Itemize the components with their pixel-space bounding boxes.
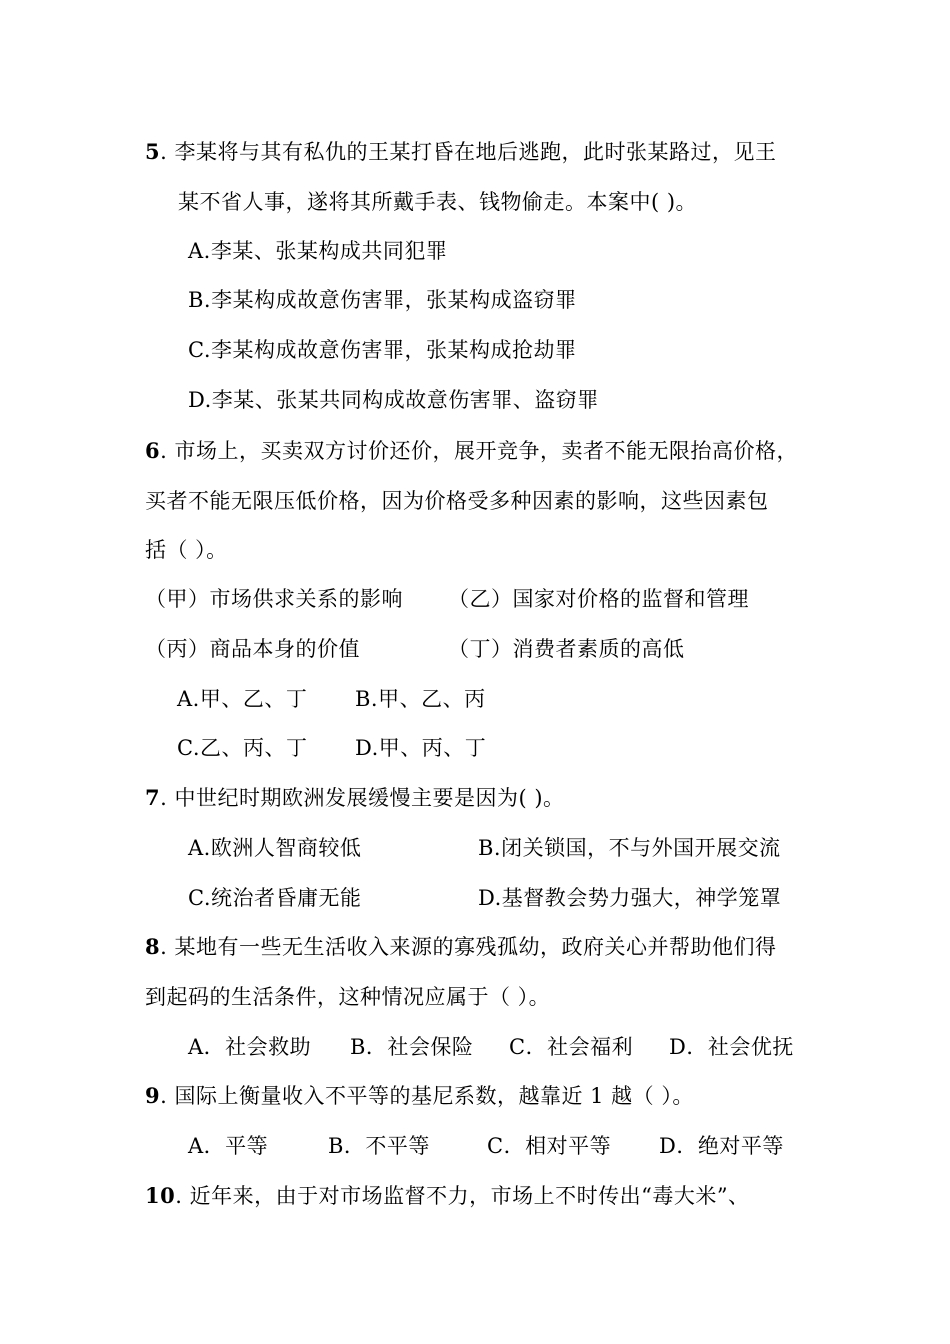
question-8-line-1 [145, 933, 776, 961]
question-8-option-d: D．社会优抚 [669, 1035, 794, 1059]
question-7-number: 7 [145, 785, 161, 810]
question-8-option-b: B．社会保险 [350, 1035, 474, 1059]
question-9-line-1 [145, 1082, 694, 1110]
question-7-option-b: B.闭关锁国，不与外国开展交流 [478, 836, 781, 860]
question-8-line-2: 到起码的生活条件，这种情况应属于（ ）。 [145, 985, 551, 1009]
question-6-number: 6 [145, 438, 161, 463]
question-5-option-b: B.李某构成故意伤害罪，张某构成盗窃罪 [188, 288, 577, 312]
question-5-number: 5 [145, 139, 161, 164]
question-9-option-d: D．绝对平等 [659, 1134, 784, 1158]
question-9-option-c: C．相对平等 [487, 1134, 612, 1158]
question-9-option-a: A．平等 [188, 1134, 269, 1158]
question-7-line-1 [145, 784, 565, 812]
question-6-option-a: A.甲、乙、丁 [177, 687, 308, 711]
question-10-number: 10 [145, 1183, 176, 1208]
question-6-line-1 [145, 437, 798, 465]
question-6-option-c: C.乙、丙、丁 [177, 736, 308, 760]
question-9-number: 9 [145, 1083, 161, 1108]
question-9-text: . 国际上衡量收入不平等的基尼系数，越靠近 1 越（ ）。 [160, 1084, 694, 1108]
question-6-item-jia: （甲）市场供求关系的影响 [145, 587, 403, 611]
question-6-item-yi: （乙）国家对价格的监督和管理 [448, 587, 749, 611]
question-6-line-3: 括（ ）。 [145, 538, 228, 562]
question-9-option-b: B．不平等 [328, 1134, 430, 1158]
question-8-option-c: C．社会福利 [509, 1035, 634, 1059]
question-5-text: . 李某将与其有私仇的王某打昏在地后逃跑，此时张某路过，见王 [160, 140, 777, 164]
question-7-text: . 中世纪时期欧洲发展缓慢主要是因为( )。 [160, 786, 565, 810]
question-5-option-a: A.李某、张某构成共同犯罪 [188, 239, 448, 263]
question-10-line-1 [145, 1182, 750, 1210]
question-5-option-d: D.李某、张某共同构成故意伤害罪、盗窃罪 [188, 388, 599, 412]
question-6-item-ding: （丁）消费者素质的高低 [448, 637, 685, 661]
question-7-option-c: C.统治者昏庸无能 [188, 886, 362, 910]
question-6-option-d: D.甲、丙、丁 [355, 736, 487, 760]
question-6-option-b: B.甲、乙、丙 [355, 687, 486, 711]
question-5-option-c: C.李某构成故意伤害罪，张某构成抢劫罪 [188, 338, 577, 362]
question-5-line-1 [145, 138, 776, 166]
question-7-option-d: D.基督教会势力强大，神学笼罩 [478, 886, 782, 910]
question-8-option-a: A．社会救助 [188, 1035, 312, 1059]
question-7-option-a: A.欧洲人智商较低 [188, 836, 362, 860]
question-6-line-2: 买者不能无限压低价格，因为价格受多种因素的影响，这些因素包 [145, 489, 769, 513]
question-8-number: 8 [145, 934, 161, 959]
question-5-line-2: 某不省人事，遂将其所戴手表、钱物偷走。本案中( )。 [178, 190, 698, 214]
question-8-text: . 某地有一些无生活收入来源的寡残孤幼，政府关心并帮助他们得 [160, 935, 777, 959]
question-10-text: . 近年来，由于对市场监督不力，市场上不时传出“毒大米”、 [175, 1184, 750, 1208]
question-6-item-bing: （丙）商品本身的价值 [145, 637, 360, 661]
question-6-text: . 市场上，买卖双方讨价还价，展开竞争，卖者不能无限抬高价格， [160, 439, 798, 463]
